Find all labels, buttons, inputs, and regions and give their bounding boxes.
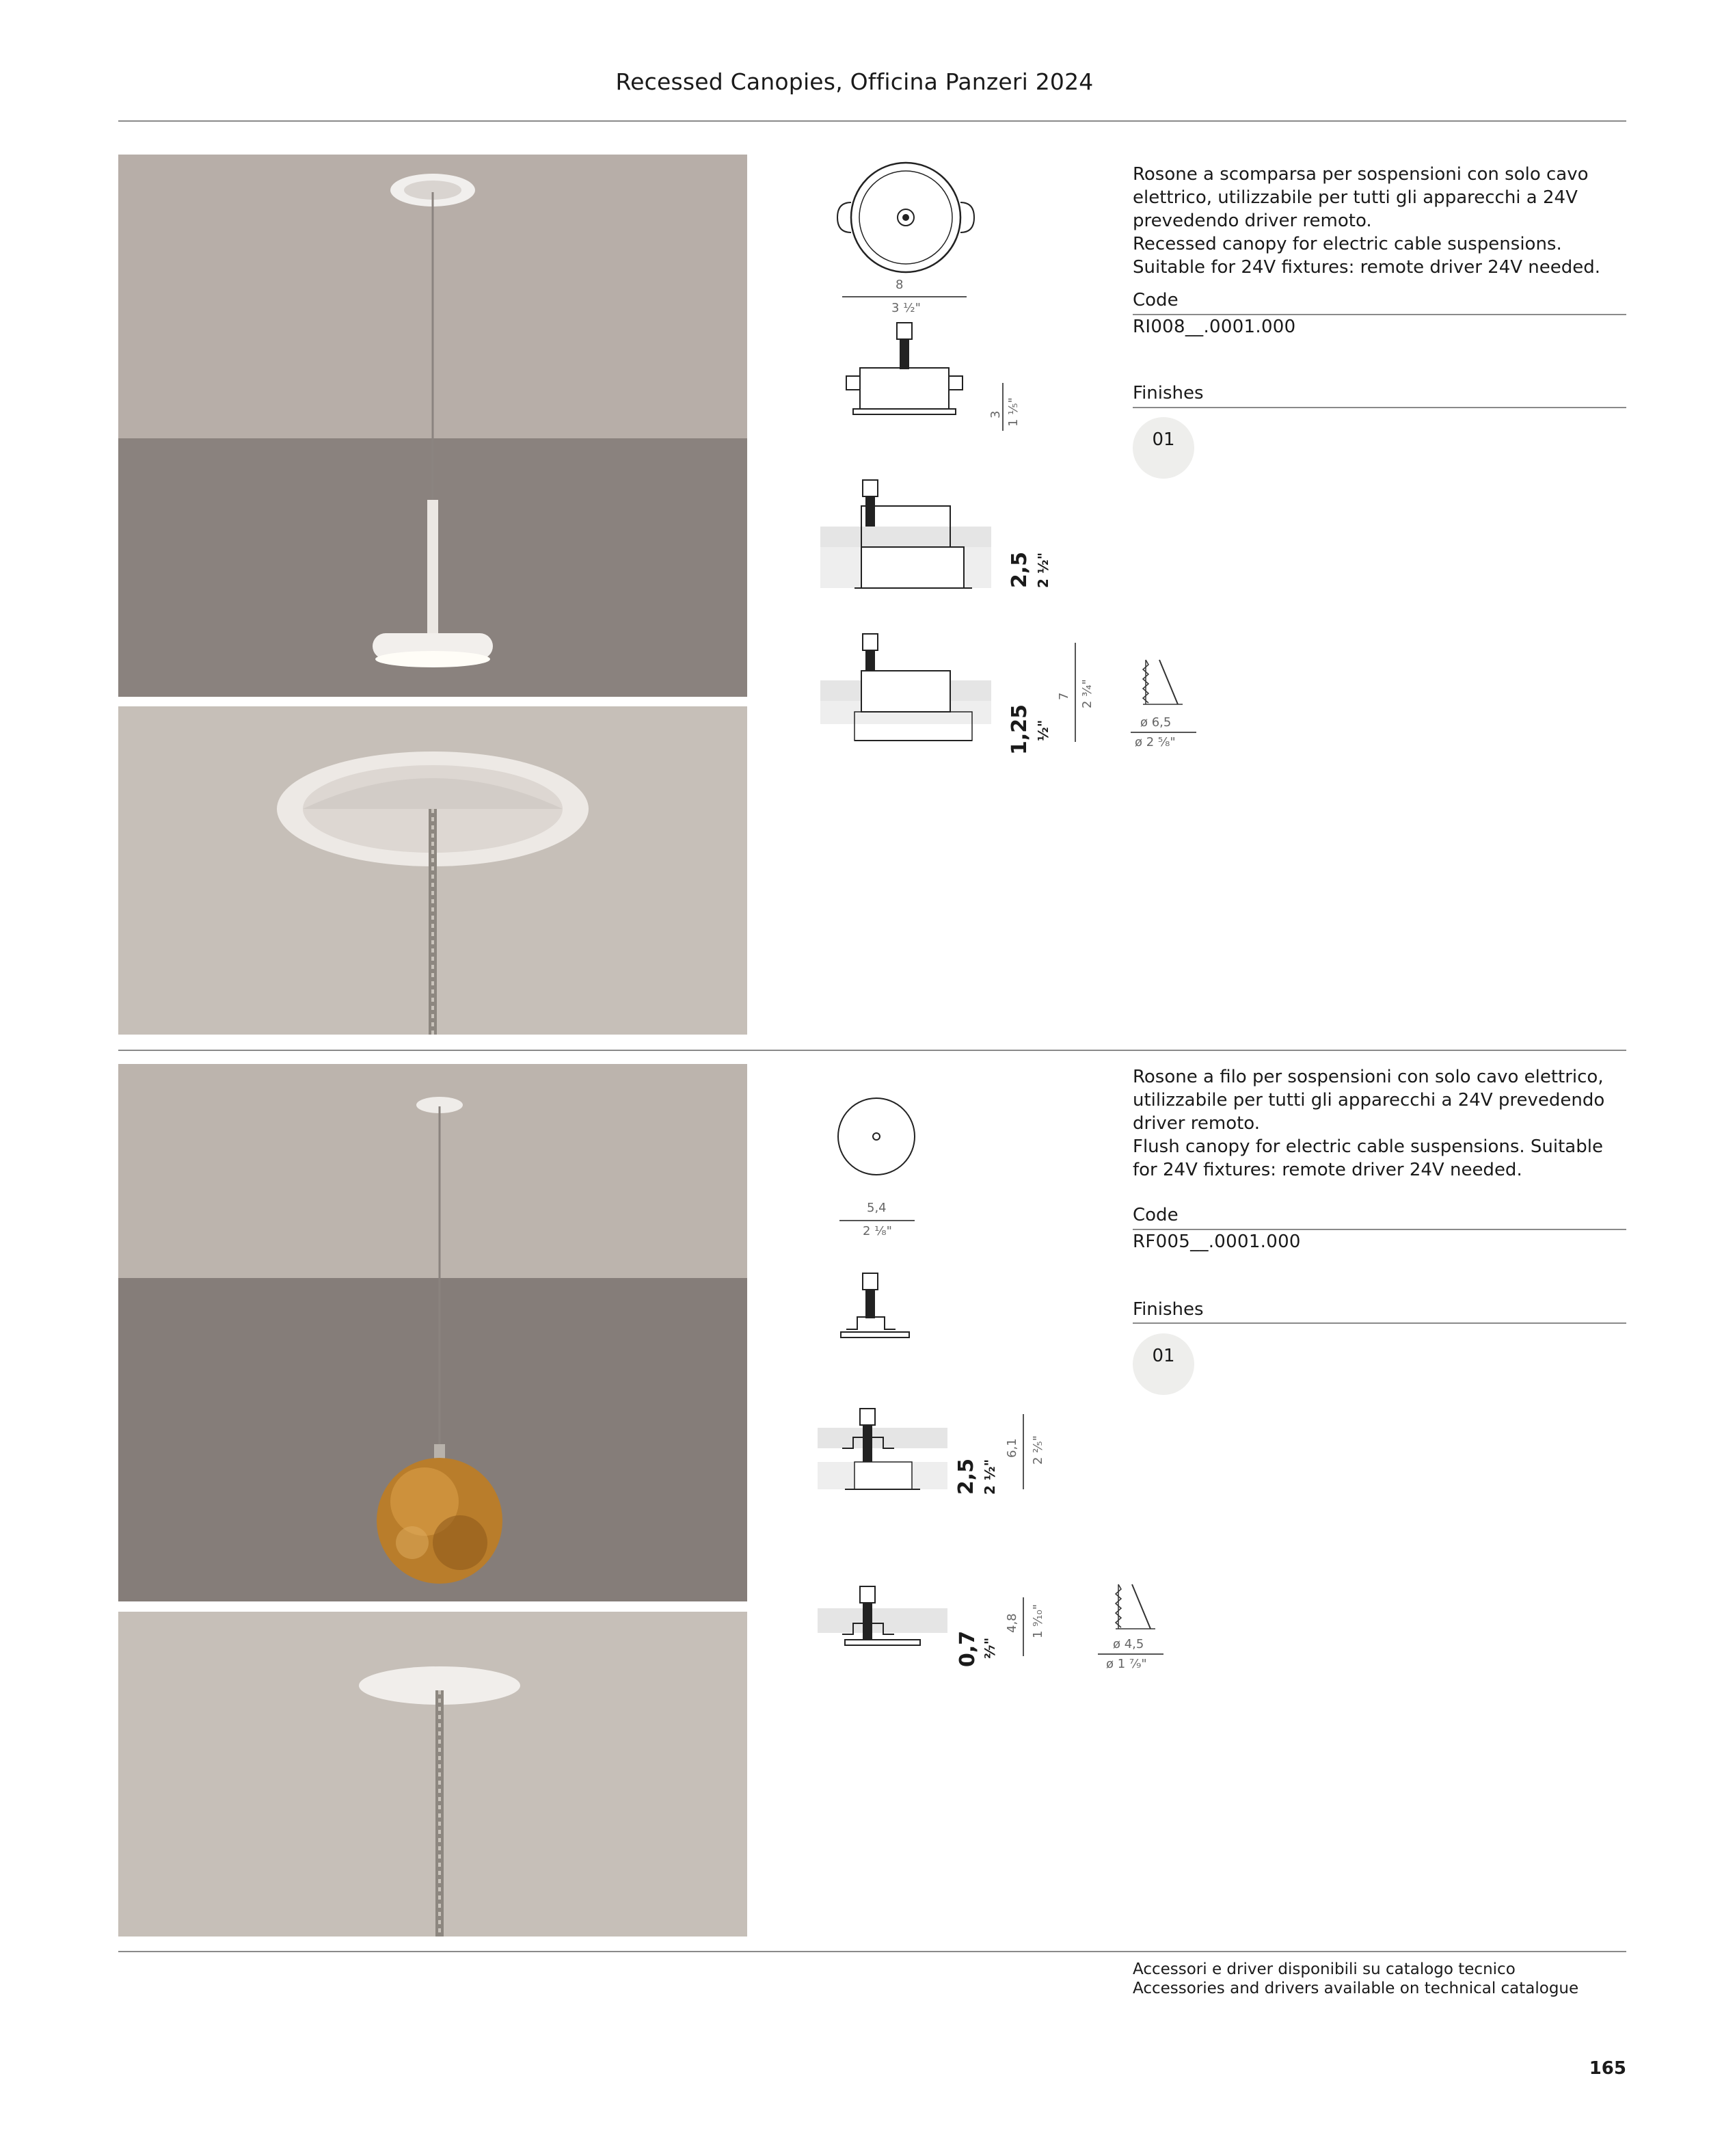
product-2-description-en: Flush canopy for electric cable suspensions. Suitable for 24V fixtures: remote driver 24V needed. [1133, 1136, 1603, 1180]
product-1-total-height: 7 [1057, 692, 1071, 700]
product-2-total-b: 4,8 [1005, 1613, 1019, 1633]
footer-divider [118, 1951, 1626, 1952]
product-1-photo-pendant [118, 155, 747, 697]
product-2-install-b-in: ²⁄₇" [982, 1637, 998, 1659]
product-1-install-b: 1,25 [1008, 704, 1032, 755]
product-1-description [1133, 163, 1625, 279]
page-number: 165 [1589, 2058, 1626, 2079]
product-2-top-view-drawing [837, 1097, 919, 1179]
product-2-photo-detail [118, 1612, 747, 1937]
product-1-side-height-in: 1 ¹⁄₅" [1006, 397, 1021, 427]
product-1-installed-view-b [820, 633, 998, 749]
product-1-total-height-in: 2 ³⁄₄" [1080, 679, 1094, 708]
product-2-photo-pendant [118, 1064, 747, 1601]
product-2-hole-size: ø 4,5 [1113, 1637, 1144, 1651]
product-1-photo-detail [118, 706, 747, 1035]
product-1-install-b-in: ¹⁄₂" [1035, 719, 1051, 741]
product-2-code-label: Code [1133, 1205, 1179, 1225]
product-2-installed-view-a [818, 1407, 954, 1496]
product-2-total-a-in: 2 ²⁄₅" [1031, 1435, 1045, 1465]
product-2-hole-size-in: ø 1 ⁷⁄₉" [1106, 1657, 1147, 1671]
product-2-installed-view-b [818, 1585, 954, 1660]
product-2-description [1133, 1065, 1625, 1182]
product-2-side-view-drawing [837, 1272, 926, 1347]
product-1-install-a: 2,5 [1008, 551, 1032, 588]
footer-note-it: Accessori e driver disponibili su catalogo tecnico [1133, 1960, 1516, 1978]
section-divider [118, 1050, 1626, 1051]
header-divider [118, 120, 1626, 122]
product-1-hole-size-in: ø 2 ⁵⁄₈" [1135, 735, 1176, 749]
product-1-top-width-in: 3 ¹⁄₂" [891, 301, 921, 315]
product-1-install-a-in: 2 ¹⁄₂" [1035, 552, 1051, 588]
product-1-finishes-label: Finishes [1133, 383, 1204, 403]
product-2-top-width: 5,4 [867, 1201, 887, 1215]
footer-note-en: Accessories and drivers available on technical catalogue [1133, 1980, 1579, 1997]
product-1-finish-swatch: 01 [1133, 417, 1194, 479]
product-1-code-label: Code [1133, 290, 1179, 310]
product-2-top-width-in: 2 ¹⁄₈" [863, 1224, 892, 1238]
product-2-total-b-in: 1 ⁹⁄₁₀" [1031, 1603, 1045, 1638]
product-2-finish-swatch: 01 [1133, 1333, 1194, 1395]
product-2-description-it: Rosone a filo per sospensioni con solo cavo elettrico, utilizzabile per tutti gli apparecchi a 24V prevedendo driver remoto. [1133, 1067, 1605, 1134]
product-1-side-view-drawing [841, 321, 991, 438]
product-2-install-a: 2,5 [954, 1458, 978, 1495]
page-title: Recessed Canopies, Officina Panzeri 2024 [615, 68, 1094, 95]
product-1-hole-cutout-icon [1140, 656, 1188, 711]
product-1-description-it: Rosone a scomparsa per sospensioni con solo cavo elettrico, utilizzabile per tutti gli apparecchi a 24V prevedendo driver remoto. [1133, 164, 1589, 231]
product-2-install-a-in: 2 ¹⁄₂" [982, 1459, 998, 1495]
product-1-top-view-drawing [834, 161, 984, 278]
product-1-hole-size: ø 6,5 [1140, 715, 1172, 730]
product-2-total-a: 6,1 [1005, 1438, 1019, 1458]
product-1-description-en: Recessed canopy for electric cable suspensions. Suitable for 24V fixtures: remote driver 24V needed. [1133, 234, 1601, 278]
product-1-side-height: 3 [988, 410, 1003, 418]
product-2-finishes-label: Finishes [1133, 1299, 1204, 1320]
product-1-top-width-line [842, 296, 967, 297]
footer-note [1133, 1960, 1578, 1998]
product-2-code: RF005__.0001.000 [1133, 1232, 1301, 1252]
product-1-top-width: 8 [896, 278, 904, 292]
product-1-installed-view-a [820, 479, 998, 595]
product-2-hole-cutout-icon [1113, 1581, 1161, 1636]
product-1-code: RI008__.0001.000 [1133, 317, 1296, 337]
product-2-install-b: 0,7 [956, 1630, 980, 1667]
